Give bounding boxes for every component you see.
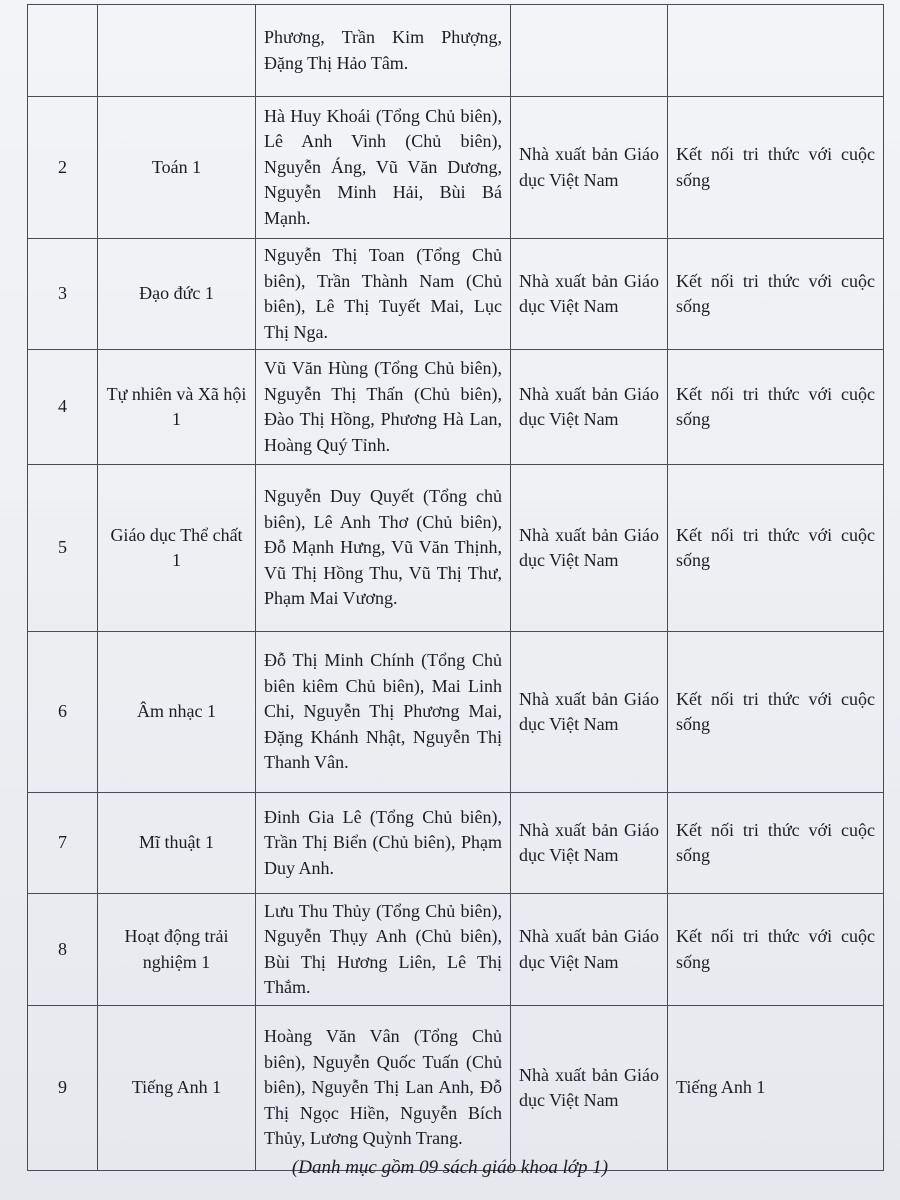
book-series: Kết nối tri thức với cuộc sống	[668, 894, 884, 1006]
book-authors: Phương, Trần Kim Phượng, Đặng Thị Hảo Tâm.	[256, 5, 511, 97]
book-series: Kết nối tri thức với cuộc sống	[668, 350, 884, 465]
book-title: Giáo dục Thể chất 1	[98, 465, 256, 632]
book-series: Tiếng Anh 1	[668, 1006, 884, 1171]
row-number: 7	[28, 793, 98, 894]
book-title: Tiếng Anh 1	[98, 1006, 256, 1171]
book-authors: Vũ Văn Hùng (Tổng Chủ biên), Nguyễn Thị Thấn (Chủ biên), Đào Thị Hồng, Phương Hà Lan, Hoàng Quý Tỉnh.	[256, 350, 511, 465]
book-authors: Hà Huy Khoái (Tổng Chủ biên), Lê Anh Vinh (Chủ biên), Nguyễn Áng, Vũ Văn Dương, Nguyễn Minh Hải, Bùi Bá Mạnh.	[256, 97, 511, 239]
row-number: 9	[28, 1006, 98, 1171]
book-publisher: Nhà xuất bản Giáo dục Việt Nam	[511, 894, 668, 1006]
book-authors: Nguyễn Duy Quyết (Tổng chủ biên), Lê Anh Thơ (Chủ biên), Đỗ Mạnh Hưng, Vũ Văn Thịnh, Vũ Thị Hồng Thu, Vũ Thị Thư, Phạm Mai Vương.	[256, 465, 511, 632]
book-title: Mĩ thuật 1	[98, 793, 256, 894]
table-row	[28, 1006, 884, 1171]
book-title: Toán 1	[98, 97, 256, 239]
row-number: 6	[28, 632, 98, 793]
book-publisher: Nhà xuất bản Giáo dục Việt Nam	[511, 350, 668, 465]
row-number: 4	[28, 350, 98, 465]
list-caption: (Danh mục gồm 09 sách giáo khoa lớp 1)	[291, 1157, 609, 1178]
book-publisher: Nhà xuất bản Giáo dục Việt Nam	[511, 632, 668, 793]
book-publisher: Nhà xuất bản Giáo dục Việt Nam	[511, 239, 668, 350]
table-row	[28, 894, 884, 1006]
row-number: 2	[28, 97, 98, 239]
book-title: Hoạt động trải nghiệm 1	[98, 894, 256, 1006]
row-number: 3	[28, 239, 98, 350]
row-number: 5	[28, 465, 98, 632]
book-authors: Đỗ Thị Minh Chính (Tổng Chủ biên kiêm Chủ biên), Mai Linh Chi, Nguyễn Thị Phương Mai, Đặng Khánh Nhật, Nguyễn Thị Thanh Vân.	[256, 632, 511, 793]
row-number	[28, 5, 98, 97]
book-publisher: Nhà xuất bản Giáo dục Việt Nam	[511, 465, 668, 632]
textbook-table-body	[28, 5, 884, 1171]
book-title	[98, 5, 256, 97]
table-row	[28, 5, 884, 97]
book-authors: Lưu Thu Thủy (Tổng Chủ biên), Nguyễn Thụy Anh (Chủ biên), Bùi Thị Hương Liên, Lê Thị Thắm.	[256, 894, 511, 1006]
table-row	[28, 465, 884, 632]
book-publisher: Nhà xuất bản Giáo dục Việt Nam	[511, 793, 668, 894]
table-row	[28, 97, 884, 239]
book-publisher	[511, 5, 668, 97]
book-series: Kết nối tri thức với cuộc sống	[668, 465, 884, 632]
table-row	[28, 632, 884, 793]
table-row	[28, 793, 884, 894]
book-publisher: Nhà xuất bản Giáo dục Việt Nam	[511, 97, 668, 239]
book-title: Đạo đức 1	[98, 239, 256, 350]
book-series: Kết nối tri thức với cuộc sống	[668, 793, 884, 894]
textbook-table	[27, 4, 884, 1171]
table-row	[28, 239, 884, 350]
book-series: Kết nối tri thức với cuộc sống	[668, 239, 884, 350]
book-title: Tự nhiên và Xã hội 1	[98, 350, 256, 465]
book-series	[668, 5, 884, 97]
book-authors: Đinh Gia Lê (Tổng Chủ biên), Trần Thị Biển (Chủ biên), Phạm Duy Anh.	[256, 793, 511, 894]
table-row	[28, 350, 884, 465]
book-series: Kết nối tri thức với cuộc sống	[668, 632, 884, 793]
book-series: Kết nối tri thức với cuộc sống	[668, 97, 884, 239]
row-number: 8	[28, 894, 98, 1006]
book-publisher: Nhà xuất bản Giáo dục Việt Nam	[511, 1006, 668, 1171]
book-title: Âm nhạc 1	[98, 632, 256, 793]
book-authors: Nguyễn Thị Toan (Tổng Chủ biên), Trần Thành Nam (Chủ biên), Lê Thị Tuyết Mai, Lục Thị Nga.	[256, 239, 511, 350]
book-authors: Hoàng Văn Vân (Tổng Chủ biên), Nguyễn Quốc Tuấn (Chủ biên), Nguyễn Thị Lan Anh, Đỗ Thị Ngọc Hiền, Nguyễn Bích Thủy, Lương Quỳnh Trang.	[256, 1006, 511, 1171]
